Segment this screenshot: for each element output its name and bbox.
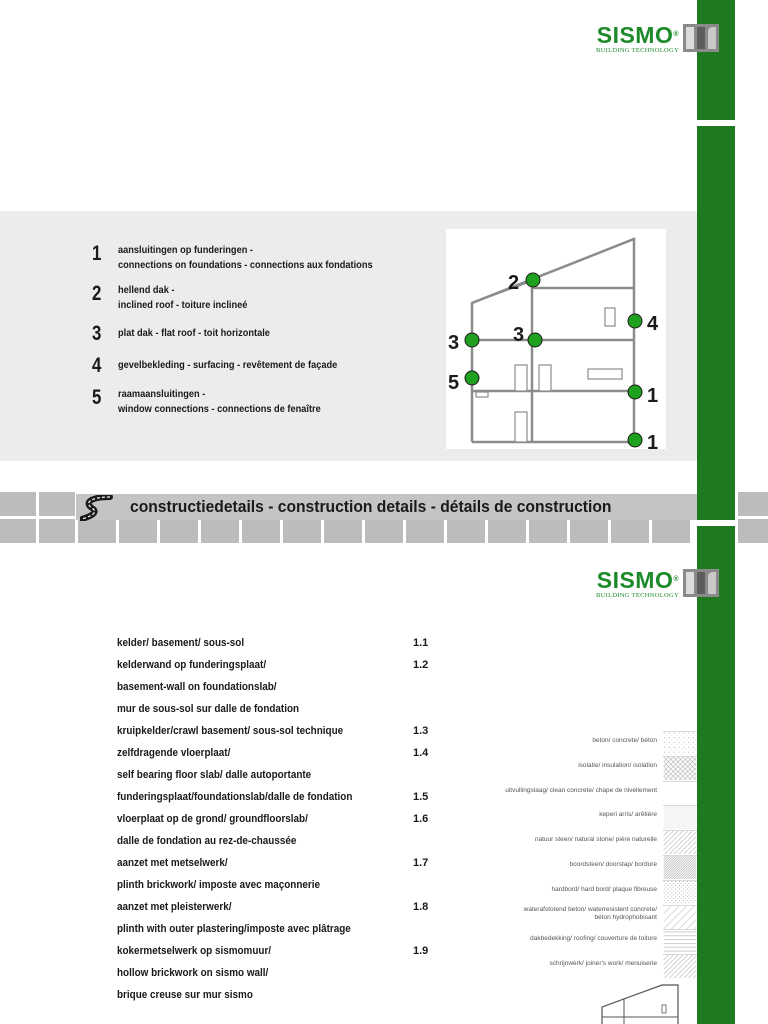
natural-stone-swatch-icon xyxy=(663,830,697,854)
building-outline xyxy=(472,239,634,442)
legend-item: 3 plat dak - flat roof - toit horizontale xyxy=(92,322,270,345)
joinery-swatch-icon xyxy=(663,954,697,978)
marker-1-upper xyxy=(628,385,658,407)
list-item: self bearing floor slab/ dalle autoportante xyxy=(117,769,312,781)
legend-item: 1 aansluitingen op funderingen - connections on foundations - connections aux fondations xyxy=(92,242,373,271)
legend-item: 5 raamaansluitingen - window connections - connections de fenaître xyxy=(92,386,321,415)
list-item: aanzet met metselwerk/ 1.7 xyxy=(117,857,429,869)
material-item: hardbord/ hard bord/ plaque fibreuse xyxy=(470,880,697,905)
contents-list xyxy=(117,633,457,1007)
material-legend xyxy=(470,731,697,979)
arris-swatch-icon xyxy=(663,805,697,829)
list-item: kokermetselwerk op sismomuur/ 1.9 xyxy=(117,945,429,957)
list-item: funderingsplaat/foundationslab/dalle de fondation 1.5 xyxy=(117,791,429,803)
hardboard-swatch-icon xyxy=(663,880,697,904)
marker-4 xyxy=(628,313,659,335)
roofing-swatch-icon xyxy=(663,929,697,953)
svg-text:3: 3 xyxy=(513,324,525,346)
list-item: aanzet met pleisterwerk/ 1.8 xyxy=(117,901,429,913)
svg-text:1: 1 xyxy=(647,432,659,449)
logo-brand: SISMO® xyxy=(596,22,680,48)
marker-3-left xyxy=(448,332,479,354)
logo-mark-icon xyxy=(683,569,719,597)
svg-text:3: 3 xyxy=(448,332,460,354)
list-item: kruipkelder/crawl basement/ sous-sol technique 1.3 xyxy=(117,725,429,737)
marker-1-lower xyxy=(628,432,658,449)
list-item: dalle de fondation au rez-de-chaussée xyxy=(117,835,297,847)
bar-divider xyxy=(697,120,735,126)
material-item: waterafstotend beton/ waterresistent concrete/ béton hydrophobisant xyxy=(470,905,697,930)
logo-tagline: BUILDING TECHNOLOGY xyxy=(596,592,680,599)
material-item: dakbedekking/ roofing/ couverture de toiture xyxy=(470,929,697,954)
section-title: constructiedetails - construction details - détails de construction xyxy=(130,497,612,516)
detail-legend xyxy=(92,243,442,427)
road-curve-icon xyxy=(80,495,114,521)
svg-text:2: 2 xyxy=(508,272,520,294)
water-resistent-concrete-swatch-icon xyxy=(663,905,697,929)
roof-edge xyxy=(472,281,532,303)
material-item: keperi arris/ arêtière xyxy=(470,805,697,830)
house-section-diagram xyxy=(446,229,666,449)
insulation-swatch-icon xyxy=(663,756,697,780)
logo-mark-icon xyxy=(683,24,719,52)
list-item: vloerplaat op de grond/ groundfloorslab/ 1.6 xyxy=(117,813,429,825)
list-item: zelfdragende vloerplaat/ 1.4 xyxy=(117,747,429,759)
material-item: natuur steen/ natural stone/ pière naturelle xyxy=(470,830,697,855)
list-item: plinth brickwork/ imposte avec maçonnerie xyxy=(117,879,321,891)
list-item: kelderwand op funderingsplaat/ 1.2 xyxy=(117,659,429,671)
logo-tagline: BUILDING TECHNOLOGY xyxy=(596,47,680,54)
svg-text:5: 5 xyxy=(448,372,460,394)
material-item: isolatie/ insulation/ isolation xyxy=(470,756,697,781)
list-item: kelder/ basement/ sous-sol 1.1 xyxy=(117,637,429,649)
house-thumbnail xyxy=(598,983,690,1024)
svg-text:1: 1 xyxy=(647,385,659,407)
clean-concrete-swatch-icon xyxy=(663,781,697,805)
concrete-swatch-icon xyxy=(663,731,697,755)
detail-markers xyxy=(448,272,659,449)
logo-brand: SISMO® xyxy=(596,567,680,593)
list-item: plinth with outer plastering/imposte avec plâtrage xyxy=(117,923,351,935)
list-item: basement-wall on foundationslab/ xyxy=(117,681,277,693)
sismo-logo-top xyxy=(596,24,719,54)
sismo-logo-bottom xyxy=(596,569,719,599)
list-item: mur de sous-sol sur dalle de fondation xyxy=(117,703,300,715)
legend-item: 2 hellend dak - inclined roof - toiture inclineé xyxy=(92,282,248,311)
doorstep-swatch-icon xyxy=(663,855,697,879)
material-item: boordsteen/ doorstap/ bordure xyxy=(470,855,697,880)
openings xyxy=(476,308,622,442)
material-item: beton/ concrete/ béton xyxy=(470,731,697,756)
marker-3-center xyxy=(513,324,542,347)
list-item: hollow brickwork on sismo wall/ xyxy=(117,967,269,979)
material-item: schrijnwerk/ joiner's work/ menuiserie xyxy=(470,954,697,979)
material-item: uitvullingslaag/ clean concrete/ chape de nivellement xyxy=(470,781,697,806)
svg-text:4: 4 xyxy=(647,313,659,335)
list-item: brique creuse sur mur sismo xyxy=(117,989,253,1001)
legend-item: 4 gevelbekleding - surfacing - revêtement de façade xyxy=(92,354,338,377)
